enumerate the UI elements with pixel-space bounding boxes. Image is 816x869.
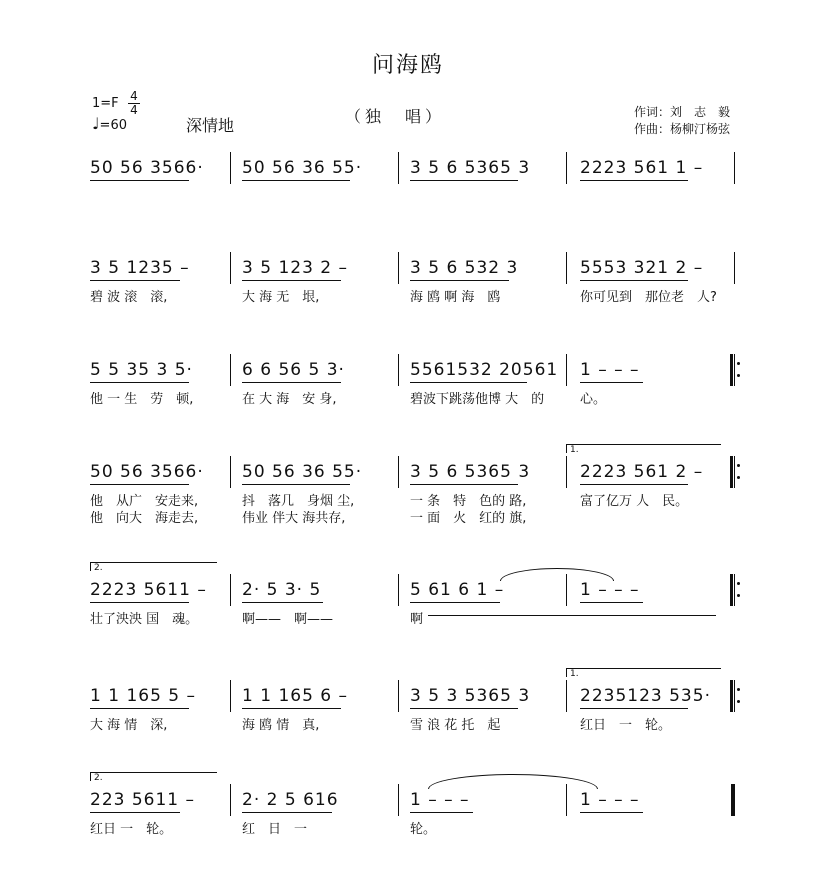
beam-line xyxy=(242,484,350,485)
beam-line xyxy=(410,602,500,603)
time-signature xyxy=(127,90,141,117)
barline xyxy=(566,354,567,386)
lyric-line: 大 海 无 垠, xyxy=(242,290,320,305)
measure-notes: 1 1 165 6 – xyxy=(242,686,349,706)
staff-system xyxy=(0,360,816,420)
measure-notes: 3 5 3 5365 3 xyxy=(410,686,531,706)
beam-line xyxy=(410,812,473,813)
tie-arc xyxy=(428,774,598,789)
song-title: 问海鸥 xyxy=(371,53,444,78)
barline xyxy=(566,456,567,488)
measure-notes: 50 56 3566· xyxy=(90,158,204,178)
second-ending-number: 2. xyxy=(94,563,103,573)
lyric-line: 大 海 情 深, xyxy=(90,718,168,733)
barline xyxy=(230,680,231,712)
second-ending-number: 2. xyxy=(94,773,103,783)
beam-line xyxy=(242,708,341,709)
lyric-line: 他 从广 安走来, xyxy=(90,494,199,509)
measure-notes: 1 – – – xyxy=(580,580,640,600)
lyric-line: 雪 浪 花 托 起 xyxy=(410,718,501,733)
repeat-dot xyxy=(737,582,740,585)
lyric-line: 壮了泱泱 国 魂。 xyxy=(90,612,199,627)
lyricist-credit: 作词：刘 志 毅 xyxy=(634,105,731,119)
lyric-line-second-verse: 一 面 火 红的 旗, xyxy=(410,511,527,526)
barline xyxy=(566,252,567,284)
tempo-marking xyxy=(92,114,127,133)
lyric-line: 你可见到 那位老 人? xyxy=(580,290,717,305)
lyric-line: 心。 xyxy=(580,392,607,407)
repeat-dot xyxy=(737,362,740,365)
measure-notes: 1 – – – xyxy=(580,790,640,810)
beam-line xyxy=(90,602,189,603)
lyric-line: 一 条 特 色的 路, xyxy=(410,494,527,509)
repeat-dot xyxy=(737,476,740,479)
beam-line xyxy=(580,484,688,485)
measure-notes: 2223 5611 – xyxy=(90,580,207,600)
measure-notes: 1 – – – xyxy=(410,790,470,810)
lyric-line: 抖 落几 身烟 尘, xyxy=(242,494,355,509)
staff-system xyxy=(0,773,816,850)
barline xyxy=(734,784,735,816)
beam-line xyxy=(580,602,643,603)
beam-line xyxy=(410,382,527,383)
measure-notes: 1 – – – xyxy=(580,360,640,380)
measure-notes: 2· 2 5 616 xyxy=(242,790,339,810)
measure-notes: 50 56 36 55· xyxy=(242,462,363,482)
time-sig-top: 4 xyxy=(130,89,138,103)
repeat-barline xyxy=(730,354,733,386)
barline xyxy=(734,354,735,386)
barline xyxy=(734,152,735,184)
barline xyxy=(734,456,735,488)
beam-line xyxy=(90,280,180,281)
barline xyxy=(398,152,399,184)
quarter-note-icon: ♩ xyxy=(92,114,100,133)
barline xyxy=(566,152,567,184)
barline xyxy=(230,152,231,184)
beam-line xyxy=(410,180,518,181)
first-ending-number: 1. xyxy=(570,669,579,679)
measure-notes: 6 6 56 5 3· xyxy=(242,360,345,380)
lyric-line: 在 大 海 安 身, xyxy=(242,392,337,407)
melisma-line xyxy=(428,615,716,616)
beam-line xyxy=(90,812,180,813)
repeat-barline xyxy=(730,456,733,488)
measure-notes: 5 5 35 3 5· xyxy=(90,360,193,380)
repeat-barline xyxy=(730,680,733,712)
lyric-line: 啊—— 啊—— xyxy=(242,612,334,627)
beam-line xyxy=(580,180,688,181)
lyric-line: 红 日 一 xyxy=(242,822,308,837)
barline xyxy=(734,252,735,284)
barline xyxy=(398,456,399,488)
barline xyxy=(230,574,231,606)
repeat-dot xyxy=(737,700,740,703)
repeat-dot xyxy=(737,688,740,691)
lyric-line: 富了亿万 人 民。 xyxy=(580,494,689,509)
measure-notes: 3 5 1235 – xyxy=(90,258,190,278)
measure-notes: 2235123 535· xyxy=(580,686,711,706)
repeat-barline xyxy=(730,574,733,606)
beam-line xyxy=(580,812,643,813)
measure-notes: 50 56 36 55· xyxy=(242,158,363,178)
barline xyxy=(734,574,735,606)
repeat-dot xyxy=(737,594,740,597)
measure-notes: 2· 5 3· 5 xyxy=(242,580,322,600)
first-ending-bracket xyxy=(566,668,721,677)
tempo-value: =60 xyxy=(99,118,127,133)
repeat-dot xyxy=(737,374,740,377)
lyric-line: 啊 xyxy=(410,612,424,627)
key-signature: 1=F xyxy=(92,96,119,111)
beam-line xyxy=(580,382,643,383)
barline xyxy=(230,252,231,284)
beam-line xyxy=(242,382,341,383)
staff-system xyxy=(0,445,816,526)
beam-line xyxy=(580,708,688,709)
barline xyxy=(230,456,231,488)
measure-notes: 5553 321 2 – xyxy=(580,258,704,278)
beam-line xyxy=(242,180,350,181)
lyric-line: 碧 波 滚 滚, xyxy=(90,290,168,305)
performance-marking: （独 唱） xyxy=(345,107,446,126)
repeat-dot xyxy=(737,464,740,467)
beam-line xyxy=(242,280,341,281)
lyric-line: 轮。 xyxy=(410,822,437,837)
time-sig-bottom: 4 xyxy=(130,103,138,117)
beam-line xyxy=(410,708,518,709)
composer-credit: 作曲：杨柳汀杨弦 xyxy=(634,122,731,136)
beam-line xyxy=(242,812,332,813)
first-ending-number: 1. xyxy=(570,445,579,455)
barline xyxy=(398,680,399,712)
barline xyxy=(398,354,399,386)
beam-line xyxy=(90,382,189,383)
measure-notes: 223 5611 – xyxy=(90,790,196,810)
barline xyxy=(230,354,231,386)
measure-notes: 3 5 6 5365 3 xyxy=(410,462,531,482)
lyric-line: 海 鸥 啊 海 鸥 xyxy=(410,290,501,305)
beam-line xyxy=(90,180,189,181)
beam-line xyxy=(242,602,323,603)
measure-notes: 2223 561 2 – xyxy=(580,462,704,482)
second-ending-bracket xyxy=(90,562,217,571)
measure-notes: 3 5 6 5365 3 xyxy=(410,158,531,178)
lyric-line-second-verse: 他 向大 海走去, xyxy=(90,511,199,526)
staff-system xyxy=(0,563,816,640)
measure-notes: 3 5 6 532 3 xyxy=(410,258,519,278)
staff-system xyxy=(0,158,816,218)
measure-notes: 1 1 165 5 – xyxy=(90,686,197,706)
barline xyxy=(398,574,399,606)
barline xyxy=(398,252,399,284)
final-barline xyxy=(731,784,734,816)
expression-marking: 深情地 xyxy=(186,116,235,135)
lyric-line: 海 鸥 情 真, xyxy=(242,718,320,733)
second-ending-bracket xyxy=(90,772,217,781)
lyric-line: 他 一 生 劳 顿, xyxy=(90,392,194,407)
measure-notes: 5561532 20561 xyxy=(410,360,559,380)
measure-notes: 3 5 123 2 – xyxy=(242,258,349,278)
beam-line xyxy=(410,280,509,281)
lyric-line: 红日 一 轮。 xyxy=(580,718,672,733)
lyric-line: 红日 一 轮。 xyxy=(90,822,173,837)
staff-system xyxy=(0,258,816,318)
barline xyxy=(566,680,567,712)
measure-notes: 2223 561 1 – xyxy=(580,158,704,178)
lyric-line: 碧波下跳荡他博 大 的 xyxy=(410,392,545,407)
measure-notes: 50 56 3566· xyxy=(90,462,204,482)
first-ending-bracket xyxy=(566,444,721,453)
beam-line xyxy=(90,708,189,709)
staff-system xyxy=(0,669,816,746)
beam-line xyxy=(410,484,518,485)
beam-line xyxy=(90,484,189,485)
beam-line xyxy=(580,280,688,281)
barline xyxy=(230,784,231,816)
barline xyxy=(734,680,735,712)
tie-arc xyxy=(500,568,614,581)
measure-notes: 5 61 6 1 – xyxy=(410,580,505,600)
barline xyxy=(398,784,399,816)
lyric-line-second-verse: 伟业 伴大 海共存, xyxy=(242,511,346,526)
